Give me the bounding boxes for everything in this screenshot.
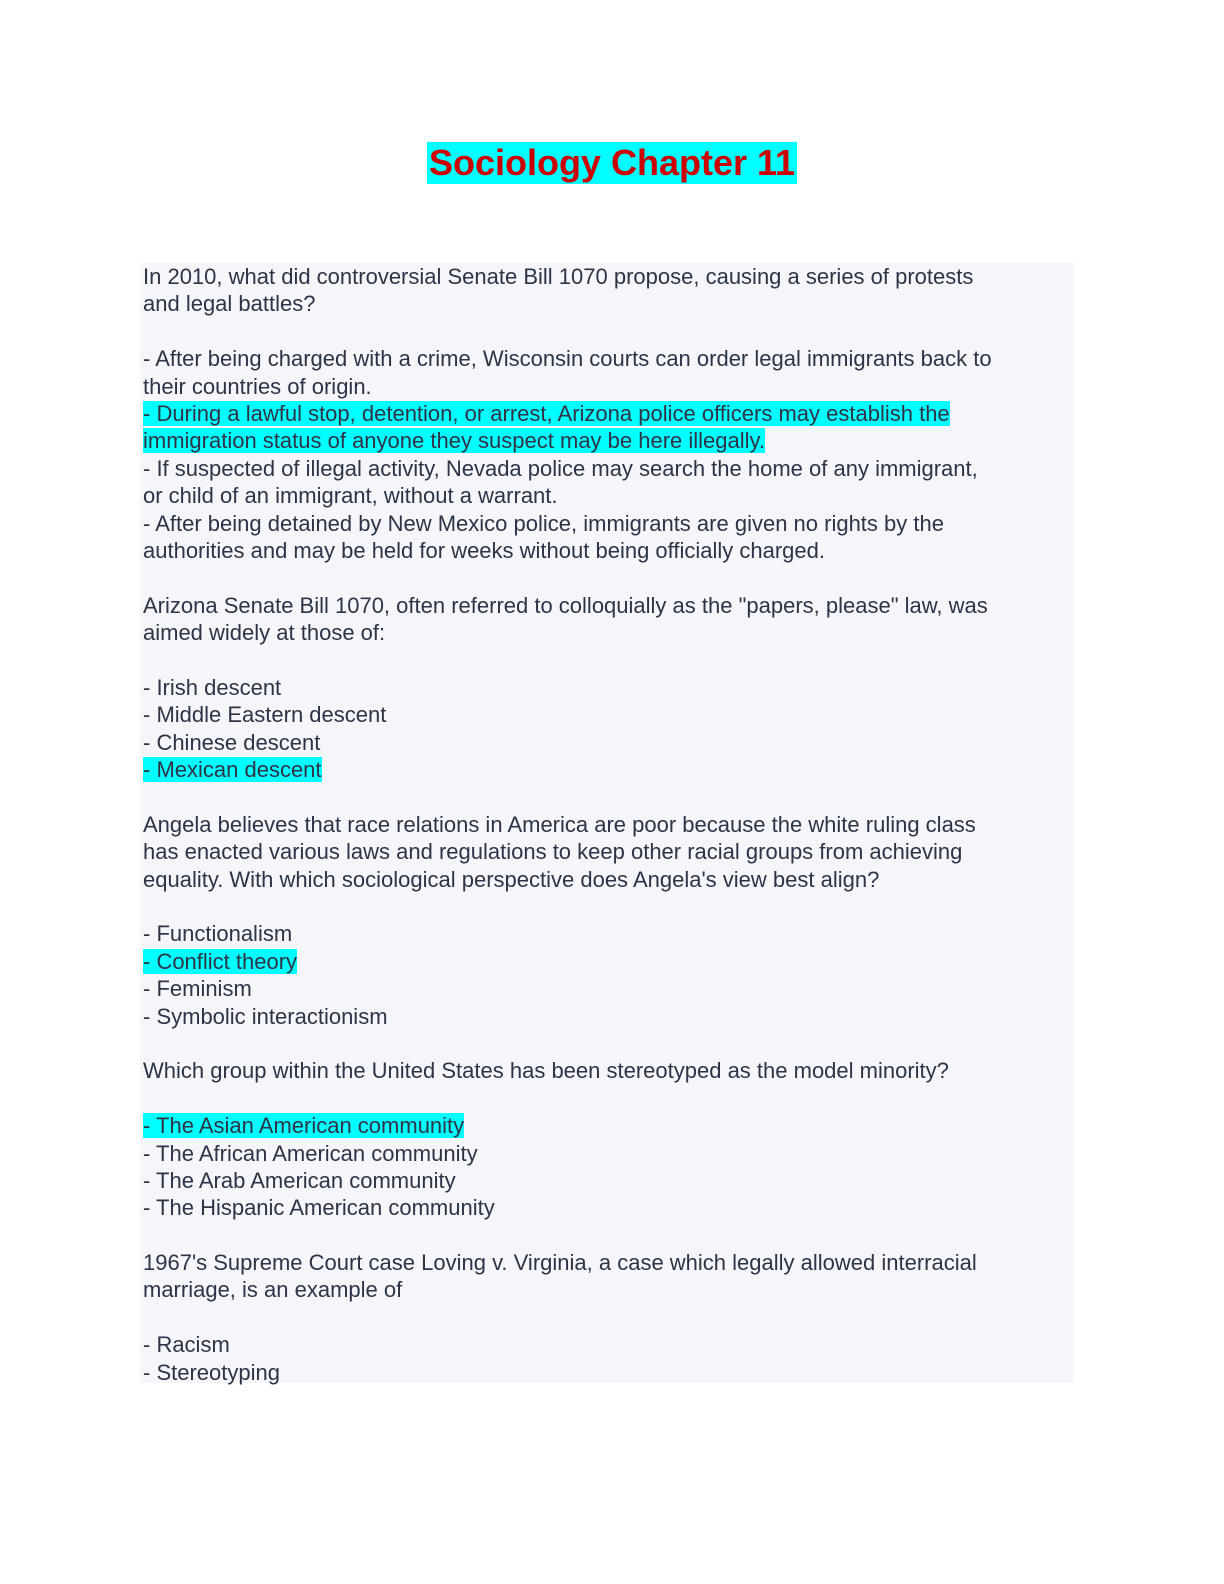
answer-option-line bbox=[143, 400, 1066, 427]
answer-option-line bbox=[143, 756, 1066, 783]
question-text-line bbox=[143, 263, 1066, 290]
question-text-line bbox=[143, 592, 1066, 619]
question-text-line bbox=[143, 866, 1066, 893]
answer-option bbox=[143, 1331, 1066, 1358]
answer-option-text: - After being detained by New Mexico police, immigrants are given no rights by the bbox=[143, 510, 944, 536]
answer-option-text: - Stereotyping bbox=[143, 1359, 280, 1385]
answer-option-line bbox=[143, 1359, 1066, 1386]
spacer bbox=[143, 783, 1066, 810]
spacer bbox=[143, 1085, 1066, 1112]
question-text-line bbox=[143, 811, 1066, 838]
answer-option bbox=[143, 510, 1066, 565]
spacer bbox=[143, 1304, 1066, 1331]
answer-option-text: - Chinese descent bbox=[143, 729, 321, 755]
spacer bbox=[143, 646, 1066, 673]
answer-option bbox=[143, 674, 1066, 701]
answer-option bbox=[143, 455, 1066, 510]
question-text: and legal battles? bbox=[143, 291, 316, 317]
question-block bbox=[143, 1249, 1066, 1304]
answer-option-line bbox=[143, 701, 1066, 728]
question-text-line bbox=[143, 838, 1066, 865]
title-block bbox=[0, 142, 1224, 192]
question-text-line bbox=[143, 619, 1066, 646]
answer-option-correct bbox=[143, 948, 1066, 975]
answer-option-text: - The African American community bbox=[143, 1140, 478, 1166]
answer-option-line bbox=[143, 674, 1066, 701]
question-text: marriage, is an example of bbox=[143, 1277, 403, 1303]
spacer bbox=[143, 1030, 1066, 1057]
question-block bbox=[143, 811, 1066, 893]
answer-option-text: - Feminism bbox=[143, 976, 252, 1002]
answer-option-line bbox=[143, 510, 1066, 537]
answer-option-line bbox=[143, 920, 1066, 947]
qa-content bbox=[140, 263, 1074, 1383]
question-block bbox=[143, 1057, 1066, 1084]
answer-option-line bbox=[143, 1140, 1066, 1167]
answer-option-line bbox=[143, 948, 1066, 975]
answer-options bbox=[143, 1112, 1066, 1222]
answer-option bbox=[143, 920, 1066, 947]
answer-option-line bbox=[143, 975, 1066, 1002]
question-text: equality. With which sociological perspective does Angela's view best align? bbox=[143, 866, 880, 892]
answer-option-text: or child of an immigrant, without a warrant. bbox=[143, 483, 558, 509]
answer-option-text: - The Asian American community bbox=[143, 1113, 465, 1139]
question-block bbox=[143, 263, 1066, 318]
answer-option-text: immigration status of anyone they suspect may be here illegally. bbox=[143, 428, 766, 454]
answer-option-line bbox=[143, 1003, 1066, 1030]
answer-option-text: their countries of origin. bbox=[143, 373, 372, 399]
question-text: In 2010, what did controversial Senate Bill 1070 propose, causing a series of protests bbox=[143, 264, 974, 289]
question-text: Arizona Senate Bill 1070, often referred to colloquially as the "papers, please" law, was bbox=[143, 592, 988, 618]
answer-option-text: authorities and may be held for weeks without being officially charged. bbox=[143, 537, 825, 563]
answer-option-text: - Irish descent bbox=[143, 674, 282, 700]
answer-option-text: - Functionalism bbox=[143, 921, 293, 947]
answer-option-text: - The Hispanic American community bbox=[143, 1195, 495, 1221]
answer-option-line bbox=[143, 482, 1066, 509]
answer-option-line bbox=[143, 1167, 1066, 1194]
answer-option bbox=[143, 1194, 1066, 1221]
answer-option-text: - If suspected of illegal activity, Nevada police may search the home of any immigrant, bbox=[143, 455, 978, 481]
answer-options bbox=[143, 920, 1066, 1030]
answer-option-text: - Conflict theory bbox=[143, 948, 298, 974]
answer-option bbox=[143, 1167, 1066, 1194]
page-title: Sociology Chapter 11 bbox=[428, 142, 796, 183]
question-text: Which group within the United States has been stereotyped as the model minority? bbox=[143, 1058, 949, 1084]
answer-option-text: - Mexican descent bbox=[143, 757, 322, 783]
answer-option-correct bbox=[143, 1112, 1066, 1139]
answer-option bbox=[143, 975, 1066, 1002]
question-text-line bbox=[143, 290, 1066, 317]
answer-option bbox=[143, 729, 1066, 756]
answer-option-line bbox=[143, 729, 1066, 756]
answer-option-text: - Middle Eastern descent bbox=[143, 702, 387, 728]
answer-option-correct bbox=[143, 400, 1066, 455]
answer-option-line bbox=[143, 537, 1066, 564]
question-text: Angela believes that race relations in America are poor because the white ruling class bbox=[143, 811, 976, 837]
spacer bbox=[143, 1222, 1066, 1249]
answer-option-line bbox=[143, 373, 1066, 400]
answer-option-line bbox=[143, 427, 1066, 454]
question-block bbox=[143, 592, 1066, 647]
answer-options bbox=[143, 1331, 1066, 1386]
answer-options bbox=[143, 345, 1066, 564]
answer-option-text: - After being charged with a crime, Wisconsin courts can order legal immigrants back to bbox=[143, 346, 992, 372]
question-text-line bbox=[143, 1057, 1066, 1084]
answer-option-text: - During a lawful stop, detention, or arrest, Arizona police officers may establish the bbox=[143, 400, 950, 426]
answer-option-line bbox=[143, 1112, 1066, 1139]
spacer bbox=[143, 893, 1066, 920]
answer-option-line bbox=[143, 345, 1066, 372]
answer-option-line bbox=[143, 1194, 1066, 1221]
answer-option-line bbox=[143, 455, 1066, 482]
answer-option bbox=[143, 345, 1066, 400]
answer-option bbox=[143, 1003, 1066, 1030]
spacer bbox=[143, 318, 1066, 345]
question-text-line bbox=[143, 1249, 1066, 1276]
answer-option bbox=[143, 1359, 1066, 1386]
answer-option-text: - The Arab American community bbox=[143, 1167, 456, 1193]
answer-option bbox=[143, 701, 1066, 728]
answer-options bbox=[143, 674, 1066, 784]
answer-option-text: - Racism bbox=[143, 1332, 230, 1358]
answer-option-text: - Symbolic interactionism bbox=[143, 1003, 388, 1029]
question-text-line bbox=[143, 1276, 1066, 1303]
question-text: 1967's Supreme Court case Loving v. Virginia, a case which legally allowed interracial bbox=[143, 1250, 977, 1276]
answer-option-correct bbox=[143, 756, 1066, 783]
answer-option-line bbox=[143, 1331, 1066, 1358]
question-text: aimed widely at those of: bbox=[143, 620, 386, 646]
answer-option bbox=[143, 1140, 1066, 1167]
question-text: has enacted various laws and regulations to keep other racial groups from achieving bbox=[143, 839, 963, 865]
spacer bbox=[143, 564, 1066, 591]
